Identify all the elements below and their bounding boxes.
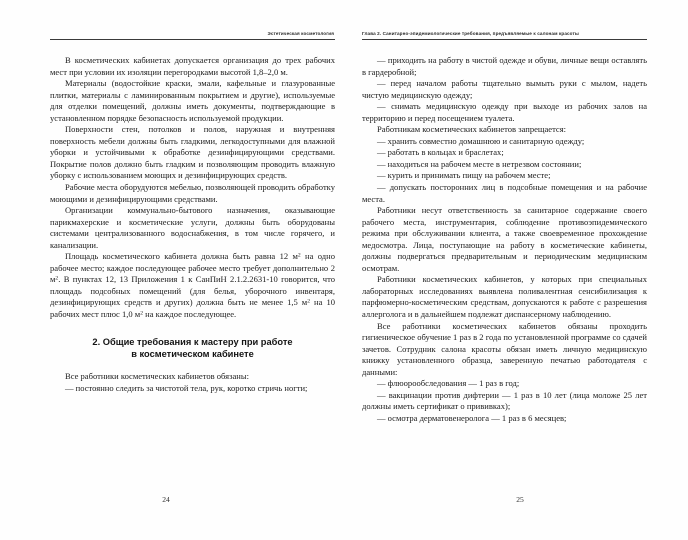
- list-item: — курить и принимать пищу на рабочем месте;: [377, 170, 551, 181]
- paragraph: Поверхности стен, потолков и полов, наружная и внутренняя поверхность мебели должны быть гладкими, легкодоступными для влажной уборки и устойчивыми к обработке дезинфицирующими средствами. Покрытие полов должно быть гладким и позволяющим проводить влажную уборку с использованием моющих и дезинфицирующих средств.: [50, 124, 335, 181]
- paragraph: Все работники косметических кабинетов обязаны:: [65, 371, 249, 382]
- list-item: — флюорообследования — 1 раз в год;: [377, 378, 520, 389]
- paragraph: Рабочие места оборудуются мебелью, позволяющей проводить обработку моющими и дезинфицирующими средствами.: [50, 182, 335, 204]
- right-running-header: [362, 30, 650, 46]
- left-header-rule: [50, 39, 335, 40]
- area-text-a: Площадь косметического кабинета должна быть равна 12 м: [65, 251, 298, 262]
- list-item: — работать в кольцах и браслетах;: [377, 147, 504, 158]
- paragraph: Работники косметических кабинетов, у которых при специальных лабораторных исследованиях выявлена поливалентная сенсибилизация к парфюмерно-косметическим средствам, допускаются к работе с разрешения аллерголога и в дальнейшем подлежат диспансерному наблюдению.: [362, 274, 647, 320]
- superscript-two: 2: [297, 252, 301, 259]
- section-heading-line-1: 2. Общие требования к мастеру при работе: [92, 336, 293, 347]
- paragraph: Все работники косметических кабинетов обязаны проходить гигиеническое обучение 1 раз в 2 года по установленной программе со сдачей зачетов. Сотрудник салона красоты обязан иметь личную медицинскую книжку установленного образца, заверенную печатью работодателя с данными:: [362, 320, 647, 377]
- paragraph: В косметических кабинетах допускается организация до трех рабочих мест при условии их изоляции перегородками высотой 1,8–2,0 м.: [50, 55, 335, 77]
- list-item: — снимать медицинскую одежду при выходе из рабочих залов на территорию и перед посещением туалета.: [362, 101, 647, 123]
- section-heading-line-2: в косметическом кабинете: [131, 348, 254, 359]
- area-text-e: на каждое последующее.: [143, 309, 237, 320]
- paragraph: Материалы (водостойкие краски, эмали, кафельные и глазурованные плитки, материалы с ламинированным покрытием и другие), используемые для отделки помещений, должны иметь документы, подтверждающие в установленном порядке безопасность используемой продукции.: [50, 78, 335, 123]
- left-running-header-text: Эстетическая косметология: [267, 31, 334, 36]
- list-item: — вакцинации против дифтерии — 1 раз в 10 лет (лица моложе 25 лет должны иметь сертификат о прививках);: [362, 389, 647, 412]
- section-heading: [50, 336, 335, 361]
- list-item: — постоянно следить за чистотой тела, рук, коротко стричь ногти;: [65, 382, 308, 393]
- superscript-two: 2: [307, 299, 311, 306]
- left-running-header: [50, 30, 334, 46]
- list-item: — осмотра дерматовенеролога — 1 раз в 6 месяцев;: [377, 412, 567, 423]
- right-page-number: 25: [516, 495, 524, 504]
- right-running-header-text: Глава 2. Санитарно-эпидемиологические требования, предъявляемые к салонам красоты: [362, 31, 579, 36]
- list-item: — приходить на работу в чистой одежде и обуви, личные вещи оставлять в гардеробной;: [362, 55, 647, 77]
- list-item: — перед началом работы тщательно вымыть руки с мылом, надеть чистую медицинскую одежду;: [362, 78, 647, 100]
- area-text-b: на одно рабочее место; каждое последующее рабочее место требует дополнительно 2 м: [50, 251, 335, 285]
- paragraph: Организации коммунально-бытового назначения, оказывающие парикмахерские и косметические услуги, должны быть оборудованы системами централизованного водоснабжения, в том числе горячего, и канализации.: [50, 205, 335, 250]
- list-item: — находиться на рабочем месте в нетрезвом состоянии;: [377, 158, 582, 169]
- left-body-column: [50, 55, 335, 394]
- area-text-d: на 10 рабочих мест плюс 1,0 м: [50, 297, 335, 320]
- superscript-two: 2: [55, 276, 59, 283]
- list-item: — допускать посторонних лиц в подсобные помещения и на рабочие места.: [362, 182, 647, 204]
- paragraph: Работники несут ответственность за санитарное содержание своего рабочего места, инструментария, соблюдение противоэпидемического режима при обслуживании клиента, а также своевременное прохождение медосмотра. Лица, поступающие на работу в косметические кабинеты, должны подвергаться предварительным и периодическим медицинским осмотрам.: [362, 205, 647, 273]
- paragraph: Работникам косметических кабинетов запрещается:: [377, 124, 567, 135]
- left-page-number: 24: [162, 495, 170, 504]
- right-header-rule: [362, 39, 647, 40]
- list-item: — хранить совместно домашнюю и санитарную одежду;: [377, 135, 585, 146]
- right-page: [344, 0, 688, 540]
- superscript-two: 2: [140, 310, 144, 317]
- right-body-column: [362, 55, 647, 425]
- area-text-c: . В пунктах 12, 13 Приложения 1 к СанПиН 2.1.2.2631-10 говорится, что площадь подсобных помещений (для белья, уборочного инвентаря, дезинфицирующих средств и других) должна быть не менее 1,5 м: [50, 274, 335, 308]
- paragraph-area-requirements: [50, 251, 335, 320]
